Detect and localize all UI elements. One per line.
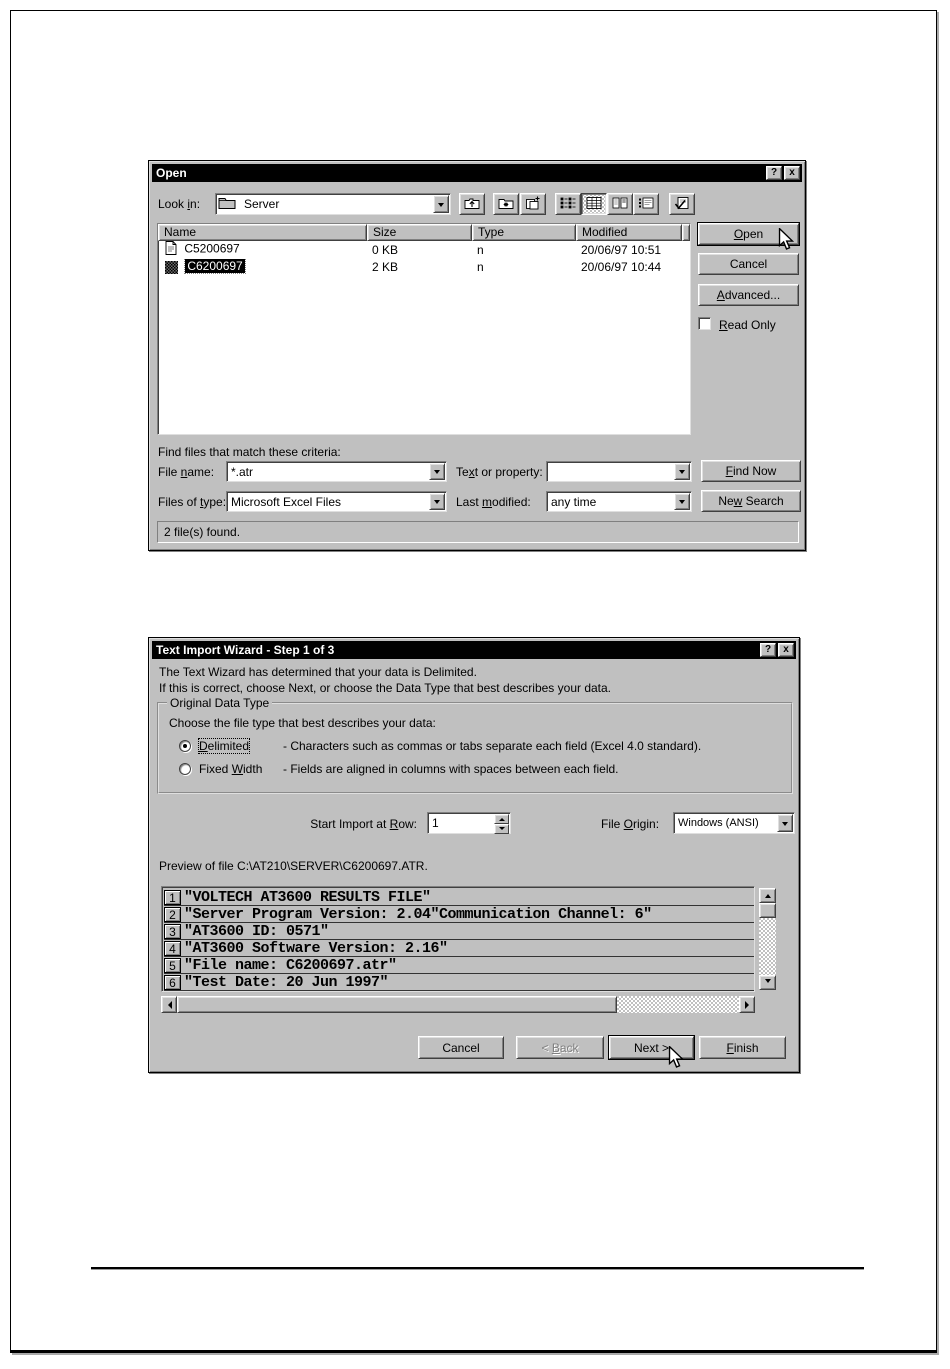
last-modified-combobox[interactable] — [546, 491, 692, 512]
scrollbar-track[interactable] — [617, 996, 739, 1013]
file-type: n — [477, 259, 484, 274]
preview-file-label: Preview of file C:\AT210\SERVER\C6200697.ATR. — [159, 859, 428, 873]
help-button[interactable]: ? — [766, 166, 782, 180]
delimited-description: - Characters such as commas or tabs separate each field (Excel 4.0 standard). — [283, 739, 702, 753]
last-modified-label: Last modified: — [456, 495, 531, 509]
preview-view-button[interactable] — [633, 193, 659, 215]
finish-button[interactable]: Finish — [699, 1036, 786, 1059]
look-in-value: Server — [244, 197, 280, 211]
chevron-down-icon[interactable] — [433, 195, 449, 213]
file-origin-combobox[interactable] — [673, 812, 795, 834]
preview-row — [164, 957, 754, 974]
fixed-width-radio-label[interactable]: Fixed Width — [199, 762, 263, 776]
preview-row — [164, 923, 754, 940]
open-button[interactable]: Open — [698, 223, 799, 245]
document-icon — [165, 241, 177, 258]
column-header-stub — [682, 224, 690, 241]
chevron-down-icon[interactable] — [429, 463, 445, 480]
column-header-size[interactable]: Size — [367, 224, 472, 241]
file-name: C5200697 — [184, 241, 240, 256]
group-title: Original Data Type — [167, 696, 272, 710]
preview-text: "AT3600 Software Version: 2.16" — [184, 940, 448, 957]
fixed-width-radio[interactable] — [179, 763, 191, 775]
preview-vertical-scrollbar[interactable] — [759, 888, 776, 990]
preview-text: "AT3600 ID: 0571" — [184, 923, 329, 940]
spin-up-icon[interactable] — [494, 814, 509, 824]
new-search-button[interactable]: New Search — [701, 490, 801, 512]
file-list-header — [158, 224, 690, 241]
file-name-label: File name: — [158, 465, 215, 479]
look-in-label: Look in: — [158, 197, 201, 211]
scroll-up-icon[interactable] — [759, 888, 776, 903]
open-dialog — [148, 160, 806, 551]
file-name-combobox[interactable] — [226, 461, 447, 482]
row-number: 1 — [164, 890, 181, 905]
preview-text: "VOLTECH AT3600 RESULTS FILE" — [184, 889, 431, 906]
scroll-down-icon[interactable] — [759, 975, 776, 990]
text-property-combobox[interactable] — [546, 461, 692, 482]
file-name: C6200697 — [187, 259, 243, 274]
look-in-favorites-button[interactable] — [493, 193, 519, 215]
row-number: 6 — [164, 975, 181, 990]
add-to-favorites-button[interactable] — [520, 193, 546, 215]
up-one-level-button[interactable] — [459, 193, 485, 215]
preview-row — [164, 974, 754, 991]
start-import-row-label: Start Import at Row: — [310, 817, 417, 831]
intro-line-2: If this is correct, choose Next, or choose the Data Type that best describes your data. — [159, 681, 612, 695]
scroll-right-icon[interactable] — [739, 996, 755, 1013]
cancel-button[interactable]: Cancel — [698, 253, 799, 275]
dialog-title: Open — [156, 166, 187, 180]
advanced-button[interactable]: Advanced... — [698, 284, 799, 306]
row-number: 3 — [164, 924, 181, 939]
properties-view-button[interactable] — [607, 193, 633, 215]
delimited-radio[interactable] — [179, 740, 191, 752]
files-of-type-label: Files of type: — [158, 495, 227, 509]
column-header-type[interactable]: Type — [472, 224, 576, 241]
spin-down-icon[interactable] — [494, 824, 509, 834]
preview-text: "Server Program Version: 2.04"Communication Channel: 6" — [184, 906, 652, 923]
footer-divider — [91, 1267, 864, 1269]
delimited-radio-label[interactable]: Delimited — [199, 739, 250, 753]
properties-view-icon — [612, 196, 628, 213]
details-view-button[interactable] — [581, 193, 607, 215]
wizard-titlebar[interactable] — [152, 641, 796, 659]
look-in-combobox[interactable] — [215, 193, 451, 215]
read-only-checkbox[interactable] — [698, 317, 711, 330]
row-number: 4 — [164, 941, 181, 956]
favorites-folder-icon — [498, 196, 514, 213]
last-modified-value: any time — [551, 494, 597, 509]
preview-row — [164, 906, 754, 923]
preview-horizontal-scrollbar[interactable] — [161, 996, 755, 1013]
scrollbar-thumb[interactable] — [759, 903, 776, 918]
open-dialog-titlebar[interactable] — [152, 164, 802, 182]
dialog-title: Text Import Wizard - Step 1 of 3 — [156, 643, 335, 657]
table-row[interactable] — [158, 241, 690, 258]
find-now-button[interactable]: Find Now — [701, 460, 801, 482]
text-import-wizard-dialog — [148, 637, 800, 1073]
scrollbar-thumb[interactable] — [177, 996, 617, 1013]
close-button[interactable]: x — [778, 643, 794, 657]
folder-icon — [218, 196, 236, 212]
list-view-button[interactable] — [555, 193, 581, 215]
file-preview-box[interactable] — [161, 886, 755, 992]
add-to-favorites-icon — [525, 196, 541, 213]
list-view-icon — [560, 196, 576, 213]
chevron-down-icon[interactable] — [674, 463, 690, 480]
row-number: 5 — [164, 958, 181, 973]
commands-settings-button[interactable] — [669, 193, 695, 215]
text-property-label: Text or property: — [456, 465, 543, 479]
column-header-modified[interactable]: Modified — [576, 224, 682, 241]
scrollbar-track[interactable] — [759, 918, 776, 975]
close-button[interactable]: x — [784, 166, 800, 180]
file-modified: 20/06/97 10:44 — [581, 259, 662, 274]
scroll-left-icon[interactable] — [161, 996, 177, 1013]
intro-line-1: The Text Wizard has determined that your data is Delimited. — [159, 665, 477, 679]
file-origin-label: File Origin: — [601, 817, 660, 831]
row-number: 2 — [164, 907, 181, 922]
fixed-width-description: - Fields are aligned in columns with spaces between each field. — [283, 762, 619, 776]
file-type: n — [477, 242, 484, 257]
status-bar: 2 file(s) found. — [157, 521, 799, 543]
file-list[interactable] — [157, 223, 691, 435]
start-row-spinner[interactable] — [427, 812, 511, 834]
criteria-label: Find files that match these criteria: — [158, 445, 341, 459]
details-view-icon — [586, 196, 602, 213]
group-caption: Choose the file type that best describes your data: — [169, 716, 436, 730]
preview-text: "Test Date: 20 Jun 1997" — [184, 974, 389, 991]
column-header-name[interactable]: Name — [158, 224, 367, 241]
up-one-level-icon — [464, 196, 480, 213]
chevron-down-icon[interactable] — [674, 493, 690, 510]
file-modified: 20/06/97 10:51 — [581, 242, 662, 257]
chevron-down-icon[interactable] — [429, 493, 445, 510]
file-size: 0 KB — [372, 242, 399, 257]
document-icon-selected — [165, 261, 178, 274]
preview-view-icon — [638, 196, 654, 213]
file-origin-value: Windows (ANSI) — [678, 817, 759, 829]
files-of-type-value: Microsoft Excel Files — [231, 494, 342, 509]
commands-settings-icon — [674, 196, 690, 213]
chevron-down-icon[interactable] — [777, 814, 793, 832]
table-row-selected[interactable] — [158, 258, 690, 275]
original-data-type-group — [157, 696, 793, 794]
preview-row — [164, 889, 754, 906]
start-row-value: 1 — [432, 816, 439, 830]
back-button[interactable]: < Back — [516, 1036, 604, 1059]
cancel-button[interactable]: Cancel — [418, 1036, 504, 1059]
preview-row — [164, 940, 754, 957]
help-button[interactable]: ? — [760, 643, 776, 657]
preview-text: "File name: C6200697.atr" — [184, 957, 397, 974]
next-button[interactable]: Next > — [609, 1036, 694, 1059]
file-name-value: *.atr — [231, 464, 254, 479]
read-only-label: Read Only — [719, 318, 776, 332]
files-of-type-combobox[interactable] — [226, 491, 447, 512]
file-size: 2 KB — [372, 259, 399, 274]
